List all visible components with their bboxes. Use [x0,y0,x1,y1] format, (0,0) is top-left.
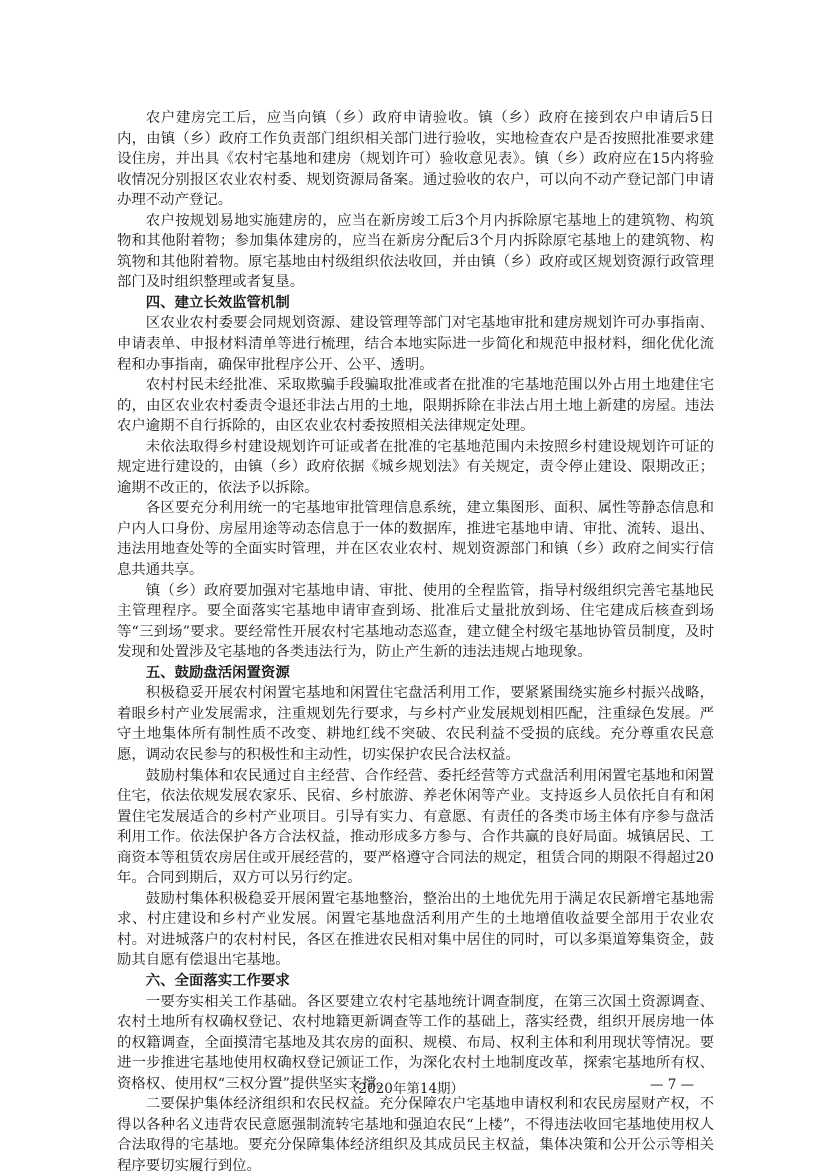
body-paragraph: 镇（乡）政府要加强对宅基地申请、审批、使用的全程监管，指导村级组织完善宅基地民主管理程序。要全面落实宅基地申请审查到场、批准后丈量批放到场、住宅建成后核查到场等“三到场”要求。要经常性开展农村宅基地动态巡查，建立健全村级宅基地协管员制度，及时发现和处置涉及宅基地的各类违法行为，防止产生新的违法违规占地现象。 [117,582,714,661]
page-number: — 7 — [650,1077,695,1093]
body-paragraph: 农户建房完工后，应当向镇（乡）政府申请验收。镇（乡）政府在接到农户申请后5日内，由镇（乡）政府工作负责部门组织相关部门进行验收，实地检查农户是否按照批准要求建设住房，并出具《农村宅基地和建房（规划许可）验收意见表》。镇（乡）政府应在15内将验收情况分别报区农业农村委、规划资源局备案。通过验收的农户，可以向不动产登记部门申请办理不动产登记。 [117,110,714,209]
body-paragraph: 鼓励村集体积极稳妥开展闲置宅基地整治，整治出的土地优先用于满足农民新增宅基地需求、村庄建设和乡村产业发展。闲置宅基地盘活利用产生的土地增值收益要全部用于农业农村。对进城落户的农村村民，各区在推进农民相对集中居住的同时，可以多渠道筹集资金，鼓励其自愿有偿退出宅基地。 [117,890,714,969]
body-paragraph: 农户按规划易地实施建房的，应当在新房竣工后3个月内拆除原宅基地上的建筑物、构筑物和其他附着物；参加集体建房的，应当在新房分配后3个月内拆除原宅基地上的建筑物、构筑物和其他附着物。原宅基地由村级组织依法收回，并由镇（乡）政府或区规划资源行政管理部门及时组织整理或者复垦。 [117,212,714,291]
body-paragraph: 区农业农村委要会同规划资源、建设管理等部门对宅基地审批和建房规划许可办事指南、申请表单、申报材料清单等进行梳理，结合本地实际进一步简化和规范申报材料，细化优化流程和办事指南，确保审批程序公开、公平、透明。 [117,315,714,373]
body-paragraph: 未依法取得乡村建设规划许可证或者在批准的宅基地范围内未按照乡村建设规划许可证的规定进行建设的，由镇（乡）政府依据《城乡规划法》有关规定，责令停止建设、限期改正；逾期不改正的，依法予以拆除。 [117,438,714,496]
section-heading: 五、鼓励盘活闲置资源 [145,664,290,681]
body-paragraph: 一要夯实相关工作基础。各区要建立农村宅基地统计调查制度，在第三次国土资源调查、农村土地所有权确权登记、农村地籍更新调查等工作的基础上，落实经费，组织开展房地一体的权籍调查，全面摸清宅基地及其农房的面积、规模、布局、权利主体和利用现状等情况。要进一步推进宅基地使用权确权登记颁证工作，为深化农村土地制度改革，探索宅基地所有权、资格权、使用权“三权分置”提供坚实支撑。 [117,993,714,1092]
body-paragraph: 鼓励村集体和农民通过自主经营、合作经营、委托经营等方式盘活利用闲置宅基地和闲置住宅，依法依规发展农家乐、民宿、乡村旅游、养老休闲等产业。支持返乡人员依托自有和闲置住宅发展适合的乡村产业项目。引导有实力、有意愿、有责任的各类市场主体有序参与盘活利用工作。依法保护各方合法权益，推动形成多方参与、合作共赢的良好局面。城镇居民、工商资本等租赁农房居住或开展经营的，要严格遵守合同法的规定，租赁合同的期限不得超过20年。合同到期后，双方可以另行约定。 [117,767,714,887]
section-heading: 四、建立长效监管机制 [145,294,290,311]
section-heading: 六、全面落实工作要求 [145,972,290,989]
body-paragraph: 积极稳妥开展农村闲置宅基地和闲置住宅盘活利用工作，要紧紧围绕实施乡村振兴战略，着眼乡村产业发展需求，注重规划先行要求，与乡村产业发展规划相匹配，注重绿色发展。严守土地集体所有制性质不改变、耕地红线不突破、农民利益不受损的底线。充分尊重农民意愿，调动农民参与的积极性和主动性，切实保护农民合法权益。 [117,685,714,763]
footer-issue-label: （2020年第14期） [345,1081,465,1097]
body-paragraph: 各区要充分利用统一的宅基地审批管理信息系统，建立集图形、面积、属性等静态信息和户内人口身份、房屋用途等动态信息于一体的数据库，推进宅基地申请、审批、流转、退出、违法用地查处等的全面实时管理，并在区农业农村、规划资源部门和镇（乡）政府之间实行信息共通共享。 [117,500,714,579]
body-paragraph: 农村村民未经批准、采取欺骗手段骗取批准或者在批准的宅基地范围以外占用土地建住宅的，由区农业农村委责令退还非法占用的土地，限期拆除在非法占用土地上新建的房屋。违法农户逾期不自行拆除的，由区农业农村委按照相关法律规定处理。 [117,377,714,435]
body-paragraph: 二要保护集体经济组织和农民权益。充分保障农户宅基地申请权利和农民房屋财产权，不得以各种名义违背农民意愿强制流转宅基地和强迫农民“上楼”，不得违法收回宅基地使用权人合法取得的宅基地。要充分保障集体经济组织及其成员民主权益，集体决策和公开公示等相关程序要切实履行到位。 [117,1096,714,1174]
document-body [117,108,714,1176]
